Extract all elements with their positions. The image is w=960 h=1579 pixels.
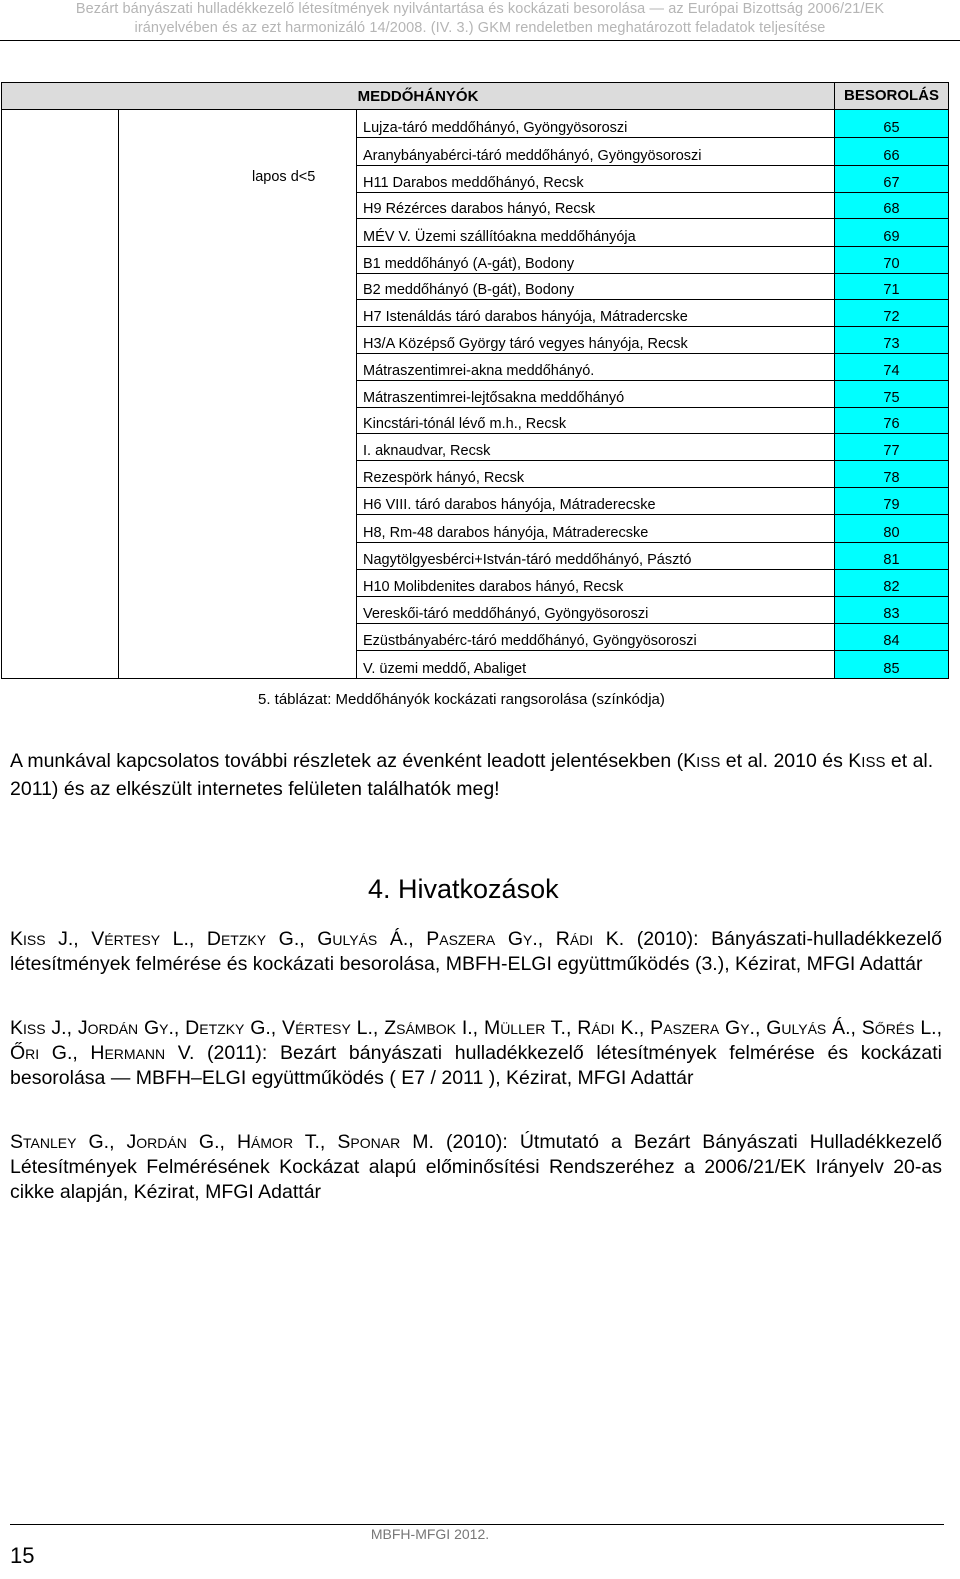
classification-value: 80 <box>883 525 900 541</box>
classification-value: 69 <box>883 229 900 245</box>
paragraph-text: et al. 2010 és K <box>720 750 862 772</box>
heap-name: B2 meddőhányó (B-gát), Bodony <box>363 282 575 298</box>
classification-value: 83 <box>883 606 900 622</box>
table-row <box>357 543 948 570</box>
heap-name: Kincstári-tónál lévő m.h., Recsk <box>363 416 567 432</box>
heap-name: Lujza-táró meddőhányó, Gyöngyösoroszi <box>363 120 628 136</box>
section-title: 4. Hivatkozások <box>368 874 559 904</box>
classification-cell <box>834 274 948 299</box>
classification-value: 84 <box>883 633 900 649</box>
reference-2 <box>10 1016 942 1091</box>
classification-cell <box>834 327 948 353</box>
classification-value: 71 <box>883 282 900 298</box>
classification-cell <box>834 219 948 246</box>
reference-1 <box>10 927 942 977</box>
table-row <box>357 515 948 543</box>
table-header <box>2 83 948 110</box>
heap-name: Mátraszentimrei-akna meddőhányó. <box>363 363 595 379</box>
table-row <box>357 193 948 219</box>
table-row <box>357 138 948 166</box>
paragraph-text: A munkával kapcsolatos további részletek az évenként leadott jelentésekben (K <box>10 750 697 772</box>
classification-value: 65 <box>883 120 900 136</box>
table-row <box>357 408 948 434</box>
classification-cell <box>834 624 948 650</box>
heap-name: Ezüstbányabérc-táró meddőhányó, Gyöngyösoroszi <box>363 633 697 649</box>
heap-name: MÉV V. Üzemi szállítóakna meddőhányója <box>363 229 636 245</box>
heap-name: Rezespörk hányó, Recsk <box>363 470 525 486</box>
reference-authors: Kiss J., Jordán Gy., Detzky G., Vértesy L., Zsámbok I., Müller T., Rádi K., Paszera Gy., Gulyás Á., Sőrés L., Őri G., Hermann V. <box>10 1017 942 1064</box>
category-label: lapos d<5 <box>252 169 316 185</box>
classification-cell <box>834 515 948 542</box>
table-row <box>357 110 948 138</box>
table-row <box>357 274 948 300</box>
reference-text: (2011): Bezárt bányászati hulladékkezelő létesítmények felmérése és kockázati besorolása — MBFH–ELGI együttműködés ( E7 / 2011 ), Kézirat, MFGI Adattár <box>10 1042 942 1089</box>
classification-cell <box>834 138 948 165</box>
classification-value: 81 <box>883 552 900 568</box>
table-row <box>357 381 948 408</box>
table-row <box>357 219 948 247</box>
classification-cell <box>834 166 948 192</box>
classification-value: 74 <box>883 363 900 379</box>
heap-name: B1 meddőhányó (A-gát), Bodony <box>363 256 575 272</box>
classification-cell <box>834 434 948 460</box>
header-line-2: irányelvében és az ezt harmonizáló 14/2008. (IV. 3.) GKM rendeletben meghatározott feladatok teljesítése <box>134 20 826 36</box>
ranking-table <box>1 82 949 679</box>
page-number: 15 <box>10 1543 35 1568</box>
classification-cell <box>834 247 948 273</box>
classification-value: 66 <box>883 148 900 164</box>
classification-value: 77 <box>883 443 900 459</box>
classification-cell <box>834 193 948 218</box>
reference-3 <box>10 1130 942 1205</box>
header-line-1: Bezárt bányászati hulladékkezelő létesítmények nyilvántartása és kockázati besorolása — az Európai Bizottság 2006/21/EK <box>75 1 885 17</box>
reference-text: (2010): Bányászati-hulladékkezelő létesítmények felmérése és kockázati besorolása, MBFH-ELGI együttműködés (3.), Kézirat, MFGI Adattár <box>10 928 942 975</box>
heap-name: H7 Istenáldás táró darabos hányója, Mátradercske <box>363 309 688 325</box>
classification-value: 76 <box>883 416 900 432</box>
classification-value: 79 <box>883 497 900 513</box>
classification-cell <box>834 543 948 569</box>
table-row <box>357 327 948 354</box>
classification-cell <box>834 381 948 407</box>
column-divider <box>118 110 119 678</box>
classification-value: 73 <box>883 336 900 352</box>
paragraph-text: et al. 2011) és az elkészült internetes felületen találhatók meg! <box>10 750 934 800</box>
classification-value: 67 <box>883 175 900 191</box>
classification-cell <box>834 651 948 678</box>
classification-value: 75 <box>883 390 900 406</box>
heap-name: Vereskői-táró meddőhányó, Gyöngyösoroszi <box>363 606 649 622</box>
classification-value: 78 <box>883 470 900 486</box>
heap-name: H10 Molibdenites darabos hányó, Recsk <box>363 579 624 595</box>
classification-value: 72 <box>883 309 900 325</box>
reference-authors: Stanley G., Jordán G., Hámor T., Sponar M. <box>10 1131 434 1153</box>
classification-cell <box>834 461 948 487</box>
classification-cell <box>834 570 948 596</box>
column-header-classification: BESOROLÁS <box>834 83 948 109</box>
table-row <box>357 300 948 327</box>
table-row <box>357 247 948 274</box>
heap-name: H9 Rézérces darabos hányó, Recsk <box>363 201 596 217</box>
classification-value: 85 <box>883 661 900 677</box>
table-row <box>357 434 948 461</box>
heap-name: Nagytölgyesbérci+István-táró meddőhányó, Pásztó <box>363 552 692 568</box>
classification-value: 82 <box>883 579 900 595</box>
heap-name: V. üzemi meddő, Abaliget <box>363 661 527 677</box>
heap-name: Aranybányabérci-táró meddőhányó, Gyöngyösoroszi <box>363 148 702 164</box>
table-row <box>357 354 948 381</box>
classification-cell <box>834 354 948 380</box>
table-row <box>357 624 948 651</box>
classification-cell <box>834 408 948 433</box>
heap-name: H8, Rm-48 darabos hányója, Mátraderecske <box>363 525 649 541</box>
classification-cell <box>834 488 948 514</box>
classification-cell <box>834 300 948 326</box>
classification-cell <box>834 110 948 137</box>
table-row <box>357 570 948 597</box>
classification-value: 70 <box>883 256 900 272</box>
heap-name: I. aknaudvar, Recsk <box>363 443 491 459</box>
paragraph-smallcaps: ISS <box>861 754 886 771</box>
table-row <box>357 461 948 488</box>
body-paragraph <box>10 748 950 802</box>
table-row <box>357 651 948 678</box>
classification-cell <box>834 597 948 623</box>
table-caption: 5. táblázat: Meddőhányók kockázati rangsorolása (színkódja) <box>258 691 665 708</box>
classification-value: 68 <box>883 201 900 217</box>
table-row <box>357 597 948 624</box>
heap-name: H11 Darabos meddőhányó, Recsk <box>363 175 584 191</box>
page-header <box>0 0 960 41</box>
table-row <box>357 166 948 193</box>
heap-name: Mátraszentimrei-lejtősakna meddőhányó <box>363 390 625 406</box>
heap-name: H6 VIII. táró darabos hányója, Mátraderecske <box>363 497 656 513</box>
footer-text: MBFH-MFGI 2012. <box>370 1526 490 1542</box>
heap-name: H3/A Középső György táró vegyes hányója, Recsk <box>363 336 688 352</box>
table-row <box>357 488 948 515</box>
reference-text: (2010): Útmutató a Bezárt Bányászati Hulladékkezelő Létesítmények Felmérésének Kockázat alapú előminősítési Rendszeréhez a 2006/21/EK Irányelv 20-as cikke alapján, Kézirat, MFGI Adattár <box>10 1131 942 1203</box>
paragraph-smallcaps: ISS <box>696 754 721 771</box>
footer-divider <box>10 1524 944 1525</box>
reference-authors: Kiss J., Vértesy L., Detzky G., Gulyás Á., Paszera Gy., Rádi K. <box>10 928 625 950</box>
column-header-heaps: MEDDŐHÁNYÓK <box>357 88 479 105</box>
